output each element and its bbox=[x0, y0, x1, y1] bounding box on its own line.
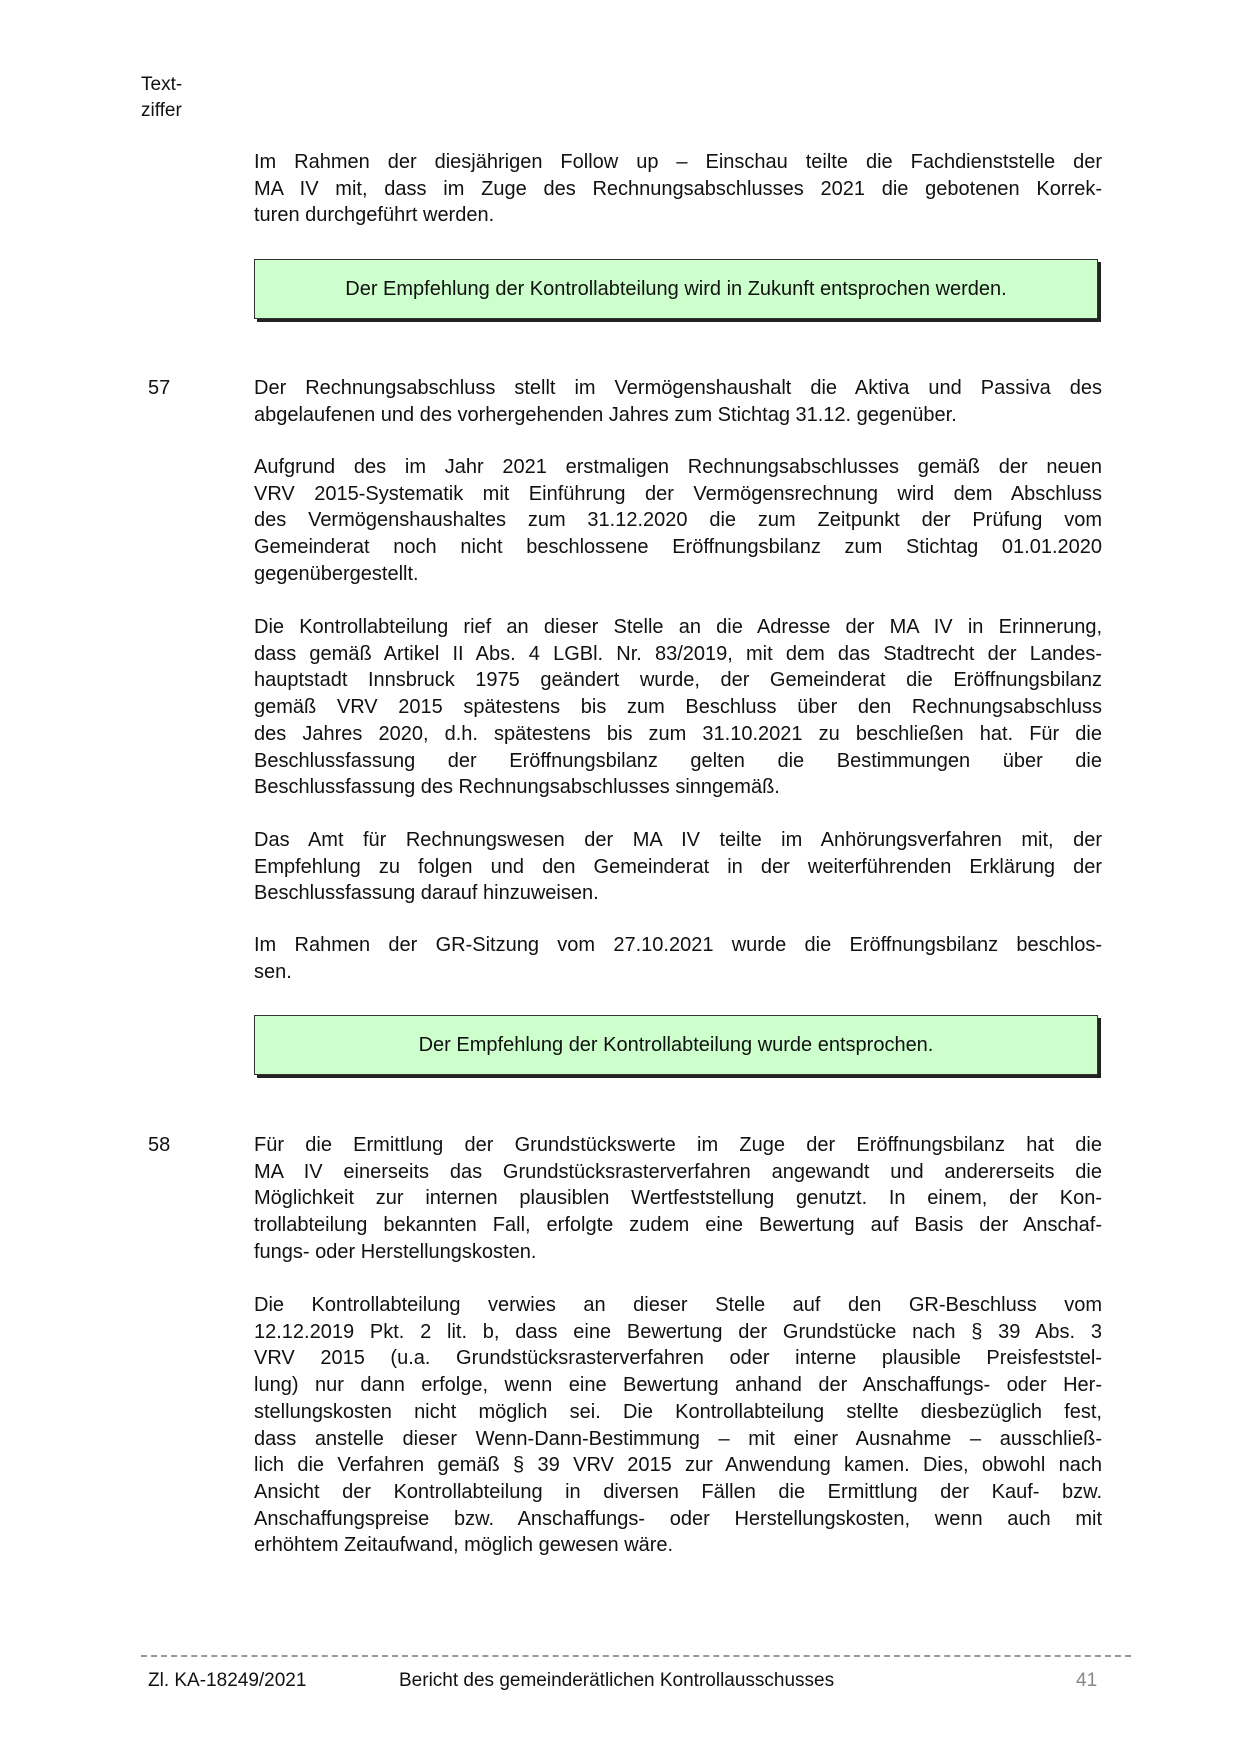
paragraph bbox=[254, 454, 1102, 588]
text-line: fungs- oder Herstellungskosten. bbox=[254, 1240, 537, 1263]
text-line: lich die Verfahren gemäß § 39 VRV 2015 zur Anwendung kamen. Dies, obwohl nach bbox=[254, 1454, 1102, 1477]
footer-reference: Zl. KA-18249/2021 bbox=[148, 1670, 307, 1691]
paragraph bbox=[254, 375, 1102, 428]
paragraph bbox=[254, 1132, 1102, 1266]
paragraph bbox=[254, 614, 1102, 801]
recommendation-box: Der Empfehlung der Kontrollabteilung wurde entsprochen. bbox=[254, 1015, 1098, 1075]
text-line: hauptstadt Innsbruck 1975 geändert wurde, der Gemeinderat die Eröffnungsbilanz bbox=[254, 669, 1102, 692]
text-line: Beschlussfassung des Rechnungsabschlusses sinngemäß. bbox=[254, 776, 780, 799]
margin-label-line: ziffer bbox=[141, 100, 182, 121]
text-line: Ansicht der Kontrollabteilung in diversen Fällen die Ermittlung der Kauf- bzw. bbox=[254, 1480, 1102, 1503]
text-line: VRV 2015 (u.a. Grundstücksrasterverfahren oder interne plausible Preisfeststel- bbox=[254, 1347, 1102, 1370]
text-line: Für die Ermittlung der Grundstückswerte im Zuge der Eröffnungsbilanz hat die bbox=[254, 1134, 1102, 1156]
text-line: turen durchgeführt werden. bbox=[254, 204, 495, 227]
text-line: Beschlussfassung darauf hinzuweisen. bbox=[254, 882, 599, 905]
text-line: erhöhtem Zeitaufwand, möglich gewesen wäre. bbox=[254, 1534, 674, 1557]
text-line: dass gemäß Artikel II Abs. 4 LGBl. Nr. 83/2019, mit dem das Stadtrecht der Landes- bbox=[254, 642, 1102, 665]
text-line: MA IV einerseits das Grundstücksrasterverfahren angewandt und andererseits die bbox=[254, 1160, 1102, 1183]
paragraph bbox=[254, 932, 1102, 985]
text-line: VRV 2015-Systematik mit Einführung der Vermögensrechnung wird dem Abschluss bbox=[254, 482, 1102, 505]
text-line: Möglichkeit zur internen plausiblen Wertfeststellung genutzt. In einem, der Kon- bbox=[254, 1187, 1102, 1210]
recommendation-box: Der Empfehlung der Kontrollabteilung wird in Zukunft entsprochen werden. bbox=[254, 259, 1098, 319]
text-line: des Vermögenshaushaltes zum 31.12.2020 die zum Zeitpunkt der Prüfung vom bbox=[254, 509, 1102, 532]
text-line: Aufgrund des im Jahr 2021 erstmaligen Rechnungsabschlusses gemäß der neuen bbox=[254, 456, 1102, 478]
text-line: Im Rahmen der diesjährigen Follow up – Einschau teilte die Fachdienststelle der bbox=[254, 151, 1102, 173]
text-line: Empfehlung zu folgen und den Gemeinderat in der weiterführenden Erklärung der bbox=[254, 855, 1102, 878]
paragraph bbox=[254, 827, 1102, 907]
text-line: Gemeinderat noch nicht beschlossene Eröffnungsbilanz zum Stichtag 01.01.2020 bbox=[254, 536, 1102, 559]
text-line: gegenübergestellt. bbox=[254, 562, 419, 585]
text-line: trollabteilung bekannten Fall, erfolgte zudem eine Bewertung auf Basis der Anschaf- bbox=[254, 1214, 1102, 1237]
text-line: Die Kontrollabteilung verwies an dieser Stelle auf den GR-Beschluss vom bbox=[254, 1294, 1102, 1316]
paragraph bbox=[254, 1292, 1102, 1559]
footer-title: Bericht des gemeinderätlichen Kontrollausschusses bbox=[399, 1670, 835, 1691]
text-line: lung) nur dann erfolge, wenn eine Bewertung anhand der Anschaffungs- oder Her- bbox=[254, 1374, 1102, 1397]
text-line: Das Amt für Rechnungswesen der MA IV teilte im Anhörungsverfahren mit, der bbox=[254, 829, 1102, 851]
text-line: Im Rahmen der GR-Sitzung vom 27.10.2021 wurde die Eröffnungsbilanz beschlos- bbox=[254, 934, 1102, 956]
text-line: gemäß VRV 2015 spätestens bis zum Beschluss über den Rechnungsabschluss bbox=[254, 696, 1102, 719]
text-line: Anschaffungspreise bzw. Anschaffungs- oder Herstellungskosten, wenn auch mit bbox=[254, 1507, 1102, 1530]
margin-label-line: Text- bbox=[141, 74, 183, 95]
intro-paragraph bbox=[254, 149, 1102, 229]
text-line: des Jahres 2020, d.h. spätestens bis zum 31.10.2021 zu beschließen hat. Für die bbox=[254, 722, 1102, 745]
text-line: Beschlussfassung der Eröffnungsbilanz gelten die Bestimmungen über die bbox=[254, 749, 1102, 772]
text-line: Die Kontrollabteilung rief an dieser Stelle an die Adresse der MA IV in Erinnerung, bbox=[254, 616, 1102, 638]
text-line: dass anstelle dieser Wenn-Dann-Bestimmung – mit einer Ausnahme – ausschließ- bbox=[254, 1427, 1102, 1450]
section-number: 57 bbox=[148, 377, 171, 399]
text-line: MA IV mit, dass im Zuge des Rechnungsabschlusses 2021 die gebotenen Korrek- bbox=[254, 177, 1102, 200]
section-number: 58 bbox=[148, 1134, 171, 1156]
text-line: abgelaufenen und des vorhergehenden Jahres zum Stichtag 31.12. gegenüber. bbox=[254, 403, 957, 426]
text-line: Der Rechnungsabschluss stellt im Vermögenshaushalt die Aktiva und Passiva des bbox=[254, 377, 1102, 399]
text-line: 12.12.2019 Pkt. 2 lit. b, dass eine Bewertung der Grundstücke nach § 39 Abs. 3 bbox=[254, 1320, 1102, 1343]
page-number: 41 bbox=[1076, 1670, 1098, 1691]
text-line: stellungskosten nicht möglich sei. Die Kontrollabteilung stellte diesbezüglich fest, bbox=[254, 1400, 1102, 1423]
footer-divider bbox=[141, 1655, 1131, 1657]
text-line: sen. bbox=[254, 960, 292, 983]
margin-label bbox=[141, 72, 182, 124]
